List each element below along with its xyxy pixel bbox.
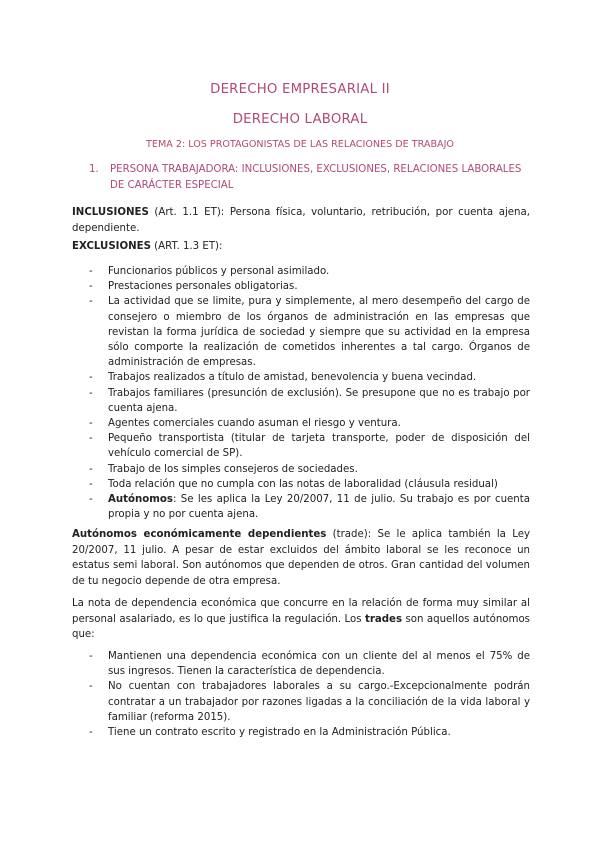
list-item	[72, 279, 530, 294]
dash-bullet: -	[89, 681, 93, 693]
document-title: DERECHO EMPRESARIAL II	[210, 82, 390, 97]
topic-heading: TEMA 2: LOS PROTAGONISTAS DE LAS RELACIONES DE TRABAJO	[146, 139, 454, 150]
list-item-text: Agentes comerciales cuando asuman el riesgo y ventura.	[108, 418, 401, 430]
list-item	[72, 294, 530, 370]
list-item	[72, 431, 530, 461]
dash-bullet: -	[89, 372, 93, 384]
list-item-text: Trabajos familiares (presunción de exclusión). Se presupone que no es trabajo por cuenta ajena.	[108, 387, 530, 414]
nota-paragraph	[72, 596, 530, 643]
exclusiones-text: (ART. 1.3 ET):	[150, 241, 223, 252]
list-item-text: : Se les aplica la Ley 20/2007, 11 de julio. Su trabajo es por cuenta propia y no por cuenta ajena.	[108, 494, 530, 521]
list-item	[72, 649, 530, 679]
autonomos-paragraph	[72, 527, 530, 589]
autonomos-label: Autónomos	[108, 494, 173, 506]
list-item-text: Toda relación que no cumpla con las notas de laboralidad (cláusula residual)	[108, 478, 498, 490]
list-item	[72, 370, 530, 385]
trades-label: trades	[364, 613, 403, 625]
section-title: PERSONA TRABAJADORA: INCLUSIONES, EXCLUSIONES, RELACIONES LABORALES DE CARÁCTER ESPECIAL	[110, 164, 522, 191]
dash-bullet: -	[89, 727, 93, 739]
inclusiones-label: INCLUSIONES	[72, 207, 149, 218]
list-item-text: Tiene un contrato escrito y registrado en la Administración Pública.	[108, 727, 451, 739]
list-item-text: La actividad que se limite, pura y simplemente, al mero desempeño del cargo de consejero o miembro de los órganos de administración en las empresas que revistan la forma jurídica de sociedad y siempre que su actividad en la empresa sólo comporte la realización de cometidos inherentes a tal cargo. Órganos de administración de empresas.	[108, 296, 530, 369]
dash-bullet: -	[89, 494, 93, 506]
list-item-text: Funcionarios públicos y personal asimilado.	[108, 266, 330, 277]
nota-text-end: son aquellos autónomos que:	[72, 613, 530, 640]
list-item-text: Trabajo de los simples consejeros de sociedades.	[108, 463, 358, 475]
list-item-text: Mantienen una dependencia económica con un cliente del al menos el 75% de sus ingresos. Tienen la característica de dependencia.	[108, 651, 530, 678]
list-item	[72, 416, 530, 431]
list-item	[72, 492, 530, 522]
dash-bullet: -	[89, 418, 93, 430]
list-item	[72, 725, 530, 740]
dash-bullet: -	[89, 651, 93, 662]
document-subtitle: DERECHO LABORAL	[232, 112, 368, 127]
list-item	[72, 386, 530, 416]
dash-bullet: -	[89, 387, 93, 399]
inclusiones-text: (Art. 1.1 ET): Persona física, voluntario, retribución, por cuenta ajena, dependiente.	[72, 207, 530, 234]
dash-bullet: -	[89, 478, 93, 490]
list-item-text: Trabajos realizados a título de amistad, benevolencia y buena vecindad.	[108, 372, 477, 384]
list-item-text: Pequeño transportista (titular de tarjeta transporte, poder de disposición del vehículo comercial de SP).	[108, 433, 530, 460]
list-item-text: Prestaciones personales obligatorias.	[108, 281, 298, 293]
exclusiones-label: EXCLUSIONES	[72, 241, 151, 252]
inclusiones-paragraph	[72, 205, 530, 236]
autonomos-dependientes-label: Autónomos económicamente dependientes	[72, 529, 327, 540]
dash-bullet: -	[89, 296, 93, 308]
dash-bullet: -	[89, 433, 93, 445]
nota-text: La nota de dependencia económica que concurre en la relación de forma muy similar al personal asalariado, es lo que justifica la regulación. Los	[72, 598, 530, 625]
trades-list	[72, 649, 530, 740]
dash-bullet: -	[89, 463, 93, 475]
list-item	[72, 264, 530, 279]
list-item-text: No cuentan con trabajadores laborales a su cargo.-Excepcionalmente podrán contratar a un trabajador por razones ligadas a la conciliación de la vida laboral y familiar (reforma 2015).	[108, 681, 530, 723]
list-item	[72, 477, 530, 492]
list-item	[72, 462, 530, 477]
dash-bullet: -	[89, 266, 93, 277]
autonomos-text: (trade): Se le aplica también la Ley 20/2007, 11 julio. A pesar de estar excluidos del ámbito laboral se les reconoce un estatus semi laboral. Son autónomos que dependen de otros. Gran cantidad del volumen de tu negocio depende de otra empresa.	[72, 529, 530, 587]
dash-bullet: -	[89, 281, 93, 293]
section-number: 1.	[89, 164, 99, 175]
exclusiones-list	[72, 264, 530, 522]
exclusiones-paragraph	[72, 239, 530, 255]
list-item	[72, 679, 530, 725]
